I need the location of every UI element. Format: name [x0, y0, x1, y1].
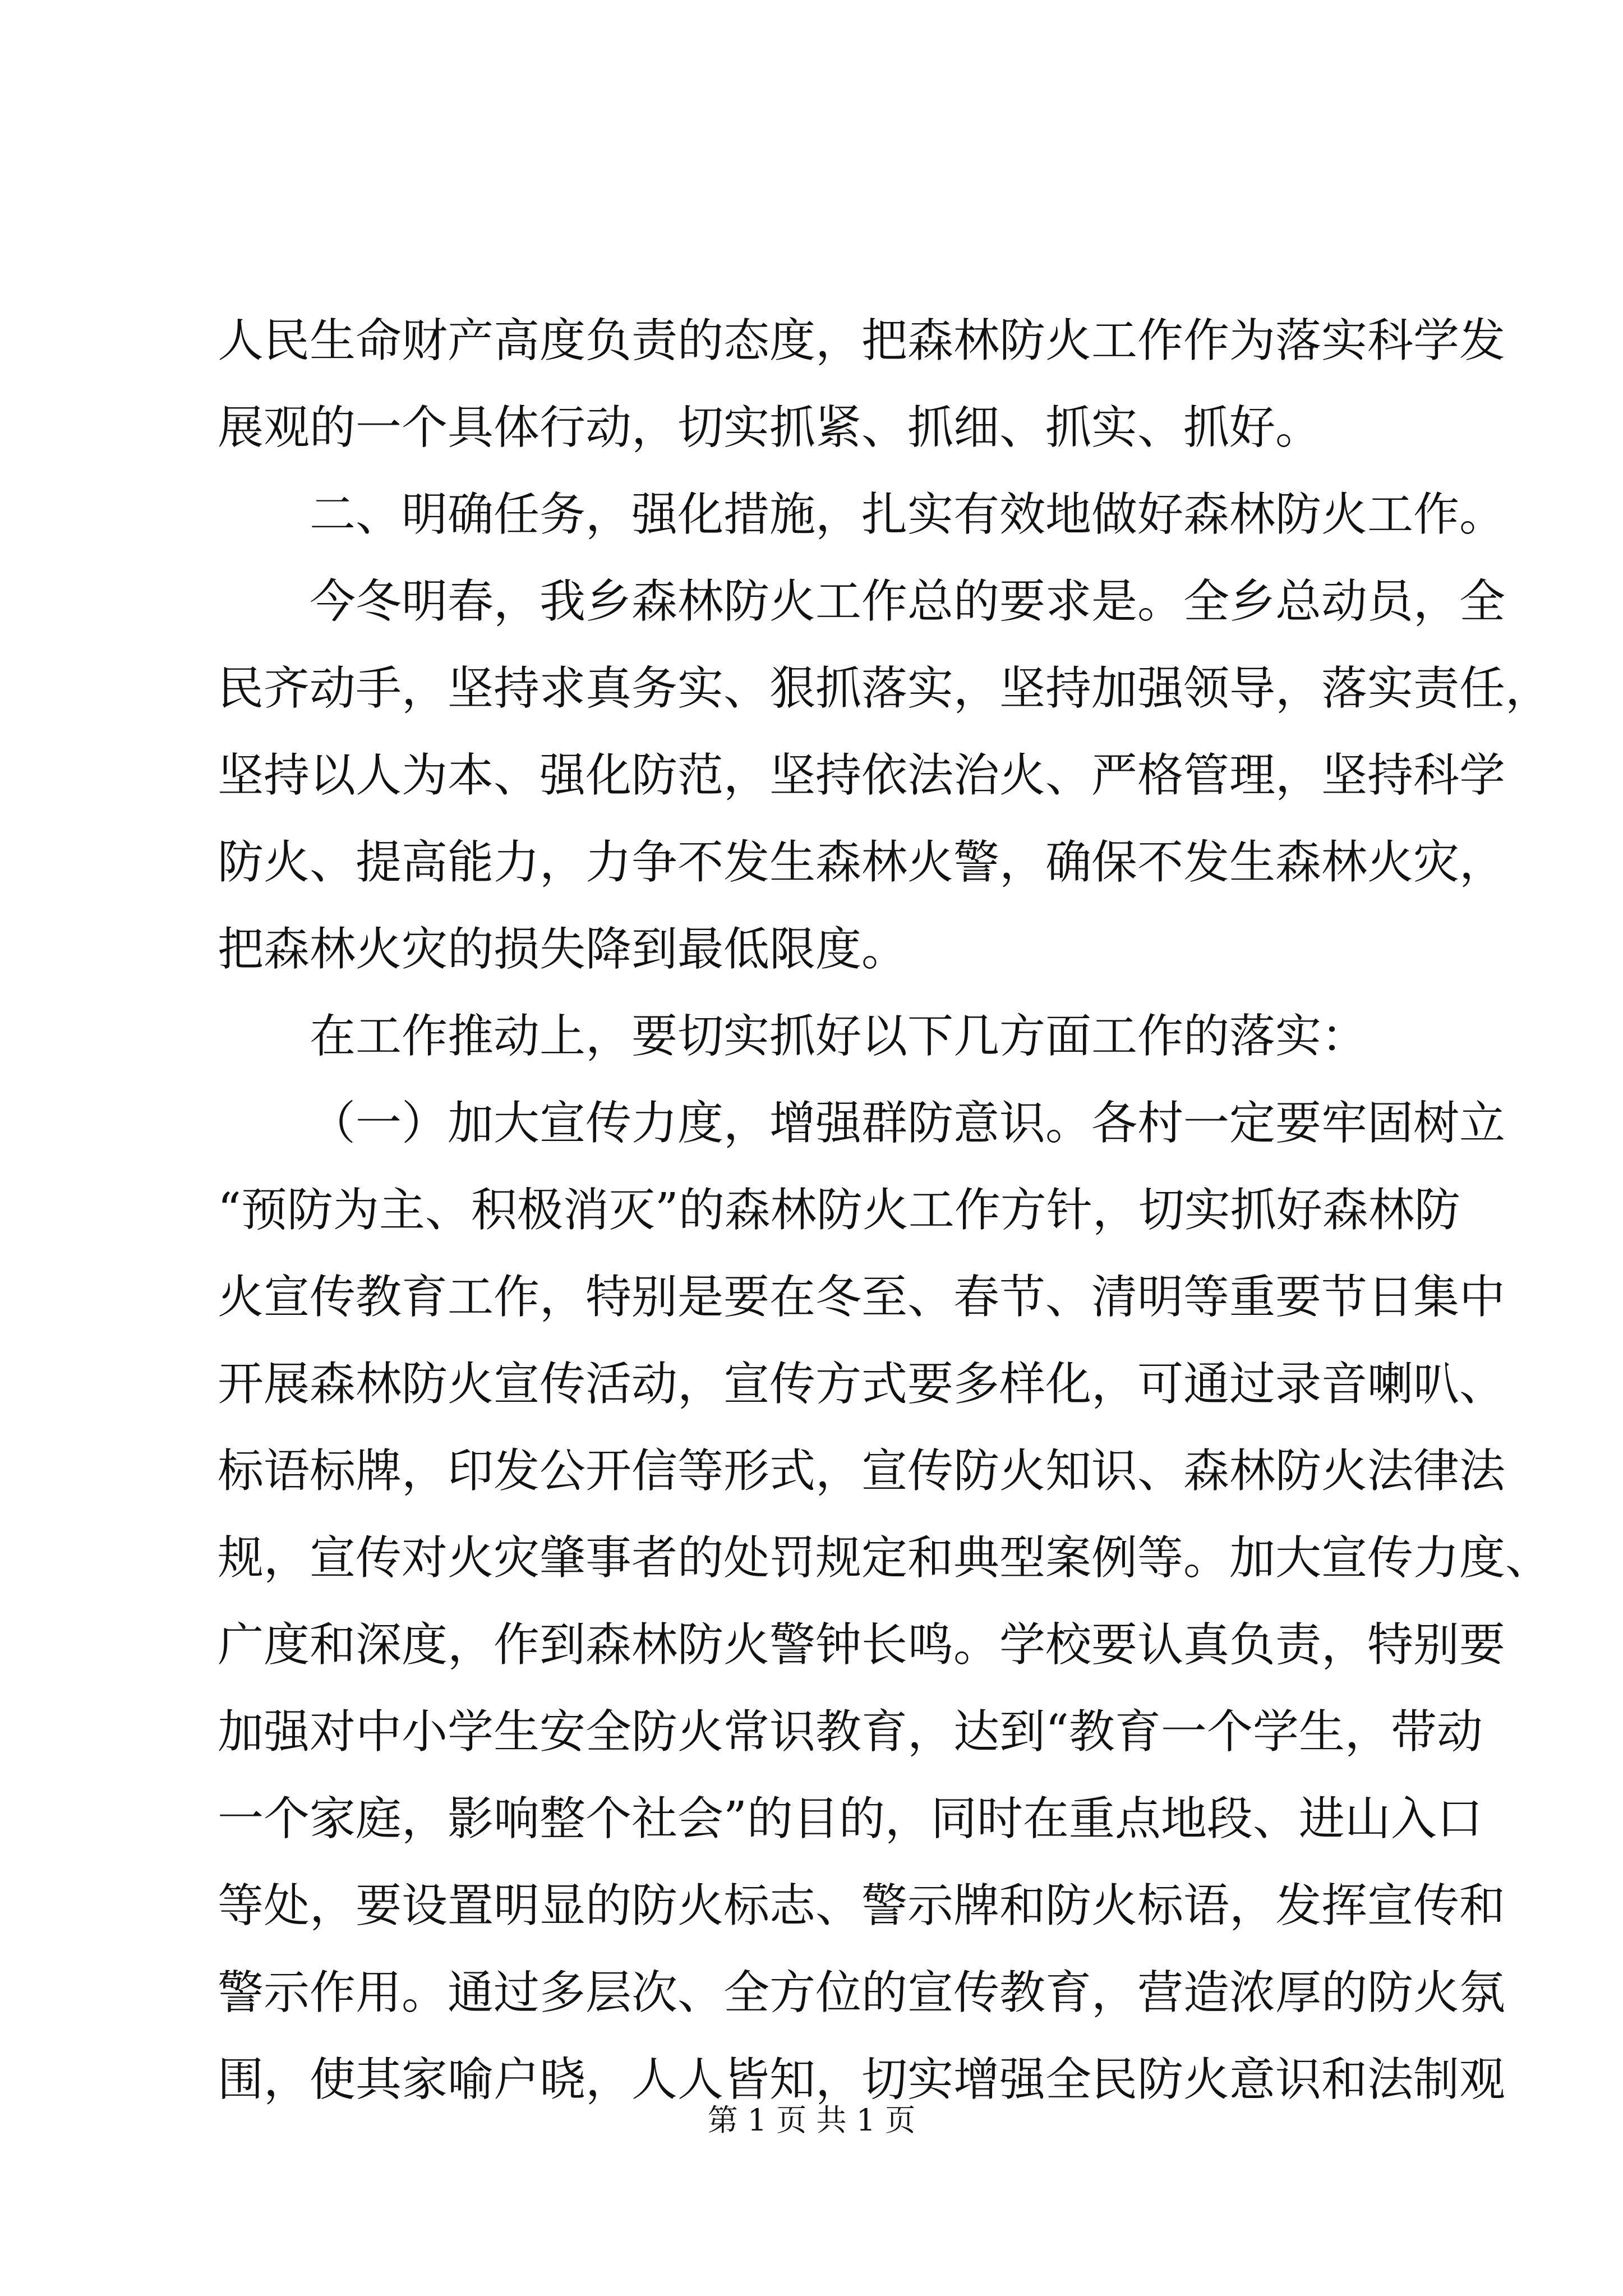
text-line: 展观的一个具体行动，切实抓紧、抓细、抓实、抓好。 — [218, 401, 1322, 454]
text-line: 标语标牌，印发公开信等形式，宣传防火知识、森林防火法律法 — [218, 1444, 1506, 1498]
text-line: 把森林火灾的损失降到最低限度。 — [218, 923, 908, 976]
text-line: 在工作推动上，要切实抓好以下几方面工作的落实： — [310, 1010, 1368, 1063]
text-line: 开展森林防火宣传活动，宣传方式要多样化，可通过录音喇叭、 — [218, 1358, 1506, 1411]
text-line: 火宣传教育工作，特别是要在冬至、春节、清明等重要节日集中 — [218, 1271, 1506, 1324]
text-line: 警示作用。通过多层次、全方位的宣传教育，营造浓厚的防火氛 — [218, 1966, 1506, 2019]
text-line: 围，使其家喻户晓，人人皆知，切实增强全民防火意识和法制观 — [218, 2053, 1506, 2106]
text-line: “预防为主、积极消灭”的森林防火工作方针，切实抓好森林防 — [218, 1184, 1460, 1237]
document-body — [218, 297, 1552, 2123]
page-footer: 第 1 页 共 1 页 — [707, 2102, 916, 2138]
text-line: 广度和深度，作到森林防火警钟长鸣。学校要认真负责，特别要 — [218, 1618, 1506, 1672]
text-line: 民齐动手，坚持求真务实、狠抓落实，坚持加强领导，落实责任， — [218, 662, 1552, 715]
subsection-line: （一）加大宣传力度，增强群防意识。各村一定要牢固树立 — [310, 1097, 1506, 1150]
section-heading: 二、明确任务，强化措施，扎实有效地做好森林防火工作。 — [310, 488, 1506, 541]
text-line: 一个家庭，影响整个社会”的目的，同时在重点地段、进山入口 — [218, 1792, 1483, 1846]
text-line: 等处，要设置明显的防火标志、警示牌和防火标语，发挥宣传和 — [218, 1879, 1506, 1932]
text-line: 加强对中小学生安全防火常识教育，达到“教育一个学生，带动 — [218, 1705, 1483, 1759]
text-line: 人民生命财产高度负责的态度，把森林防火工作作为落实科学发 — [218, 314, 1506, 367]
text-line: 今冬明春，我乡森林防火工作总的要求是。全乡总动员，全 — [310, 575, 1506, 628]
text-line: 防火、提高能力，力争不发生森林火警，确保不发生森林火灾， — [218, 836, 1506, 889]
text-line: 规，宣传对火灾肇事者的处罚规定和典型案例等。加大宣传力度、 — [218, 1531, 1552, 1585]
text-line: 坚持以人为本、强化防范，坚持依法治火、严格管理，坚持科学 — [218, 749, 1506, 802]
